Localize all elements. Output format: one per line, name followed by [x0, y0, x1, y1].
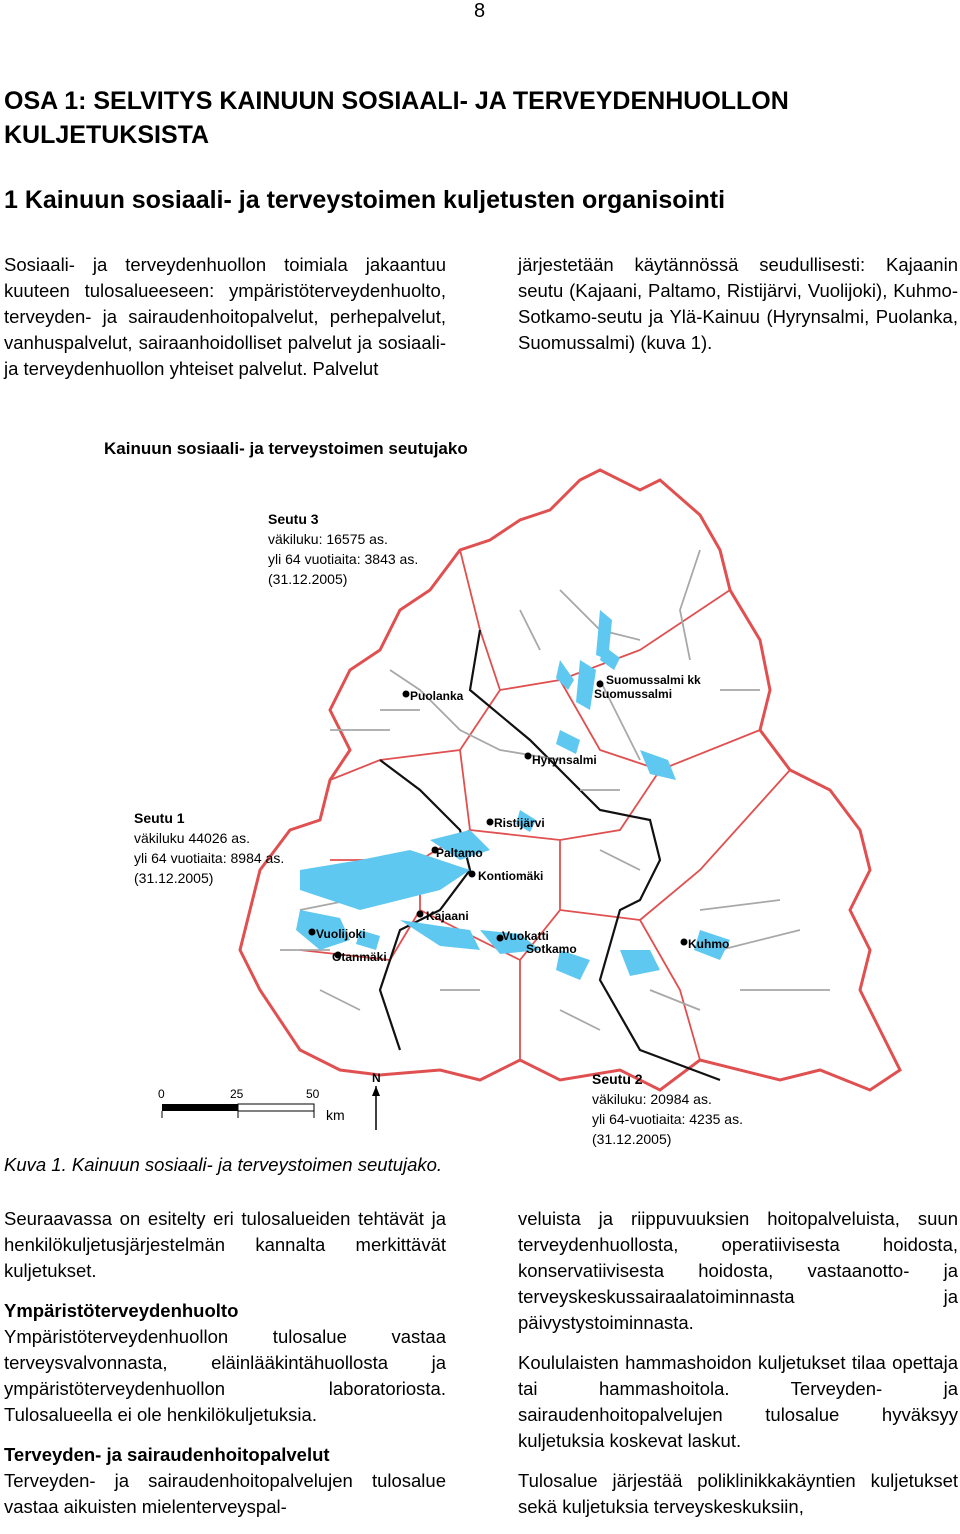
body-ymparisto-text: Ympäristöterveydenhuollon tulosalue vastaa terveysvalvonnasta, eläinlääkintähuollosta ja ympäristöterveydenhuollon laboratoriosta. Tulosalueella ei ole henkilökuljetuksia.: [4, 1326, 446, 1425]
seutu2-elderly: yli 64-vuotiaita: 4235 as.: [592, 1111, 743, 1127]
subheading-terveyden: Terveyden- ja sairaudenhoitopalvelut: [4, 1444, 330, 1465]
label-suomussalmi-kk: Suomussalmi kk: [606, 673, 701, 687]
seutu3-population: väkiluku: 16575 as.: [268, 531, 388, 547]
body-right-p3: Tulosalue järjestää poliklinikkakäyntien kuljetukset sekä kuljetuksia terveyskeskuksiin,: [518, 1470, 958, 1517]
intro-right-paragraph: järjestetään käytännössä seudullisesti: Kajaanin seutu (Kajaani, Paltamo, Ristijärvi, Vuolijoki), Kuhmo-Sotkamo-seutu ja Ylä-Kainuu (Hyrynsalmi, Puolanka, Suomussalmi) (kuva 1).: [518, 254, 958, 353]
page-number: 8: [474, 0, 486, 22]
scale-0: 0: [158, 1087, 165, 1101]
scale-unit: km: [326, 1107, 345, 1123]
scale-25: 25: [230, 1087, 244, 1101]
section-heading: 1 Kainuun sosiaali- ja terveystoimen kuljetusten organisointi: [4, 186, 726, 214]
body-left-column: [4, 1206, 446, 1520]
body-right-p2: Koululaisten hammashoidon kuljetukset tilaa opettaja tai hammashoitola. Terveyden- ja sairaudenhoitopalvelujen tulosalue hyväksyy kuljetuksia koskevat laskut.: [518, 1352, 958, 1451]
lakes: [296, 610, 730, 980]
scale-bar: [162, 1104, 314, 1118]
label-suomussalmi: Suomussalmi: [594, 687, 673, 701]
seutu1-name: Seutu 1: [134, 810, 185, 826]
label-ristijarvi: Ristijärvi: [494, 816, 545, 830]
label-otanmaki: Otanmäki: [332, 950, 387, 964]
body-right-column: [518, 1206, 958, 1520]
label-kajaani: Kajaani: [426, 909, 469, 923]
seutu1-date: (31.12.2005): [134, 870, 214, 886]
intro-left-column: [4, 252, 446, 382]
north-label: N: [372, 1071, 381, 1085]
label-kuhmo: Kuhmo: [688, 937, 730, 951]
main-heading-line2: KULJETUKSISTA: [4, 121, 210, 149]
municipality-borders: [300, 550, 790, 1060]
label-hyrynsalmi: Hyrynsalmi: [532, 753, 597, 767]
body-terveyden-text: Terveyden- ja sairaudenhoitopalvelujen tulosalue vastaa aikuisten mielenterveyspal-: [4, 1470, 446, 1517]
seutu2-name: Seutu 2: [592, 1071, 643, 1087]
seutu2-date: (31.12.2005): [592, 1131, 672, 1147]
north-arrow-icon: [372, 1086, 380, 1130]
seutu1-population: väkiluku 44026 as.: [134, 830, 250, 846]
seutu2-population: väkiluku: 20984 as.: [592, 1091, 712, 1107]
body-left-intro: Seuraavassa on esitelty eri tulosalueiden tehtävät ja henkilökuljetusjärjestelmän kannalta merkittävät kuljetukset.: [4, 1208, 446, 1281]
label-vuolijoki: Vuolijoki: [316, 927, 366, 941]
label-sotkamo: Sotkamo: [526, 942, 577, 956]
seutu3-date: (31.12.2005): [268, 571, 348, 587]
body-right-p1: veluista ja riippuvuuksien hoitopalveluista, suun terveydenhuollosta, operatiivisesta hoidosta, konservatiivisesta hoidosta, vastaanotto- ja terveyskeskussairaalatoiminnasta ja päivystystoiminnasta.: [518, 1208, 958, 1333]
figure-caption: Kuva 1. Kainuun sosiaali- ja terveystoimen seutujako.: [4, 1154, 443, 1175]
scale-50: 50: [306, 1087, 320, 1101]
intro-left-paragraph: Sosiaali- ja terveydenhuollon toimiala jakaantuu kuuteen tulosalueeseen: ympäristöterveydenhuolto, terveyden- ja sairaudenhoitopalvelut, perhepalvelut, vanhuspalvelut, sairaanhoidolliset palvelut ja sosiaali- ja terveydenhuollon yhteiset palvelut. Palvelut: [4, 254, 446, 379]
subheading-ymparisto: Ympäristöterveydenhuolto: [4, 1300, 239, 1321]
intro-right-column: [518, 252, 958, 356]
seutu3-elderly: yli 64 vuotiaita: 3843 as.: [268, 551, 419, 567]
seutu1-elderly: yli 64 vuotiaita: 8984 as.: [134, 850, 285, 866]
label-vuokatti: Vuokatti: [502, 929, 549, 943]
label-kontiomaki: Kontiomäki: [478, 869, 544, 883]
region-map: [0, 430, 960, 1150]
seutu3-name: Seutu 3: [268, 511, 319, 527]
main-heading-line1: OSA 1: SELVITYS KAINUUN SOSIAALI- JA TERVEYDENHUOLLON: [4, 87, 789, 115]
main-heading: [4, 84, 954, 152]
region-map-svg: [0, 430, 960, 1150]
map-title: Kainuun sosiaali- ja terveystoimen seutujako: [104, 439, 468, 458]
label-paltamo: Paltamo: [436, 846, 483, 860]
label-puolanka: Puolanka: [410, 689, 464, 703]
